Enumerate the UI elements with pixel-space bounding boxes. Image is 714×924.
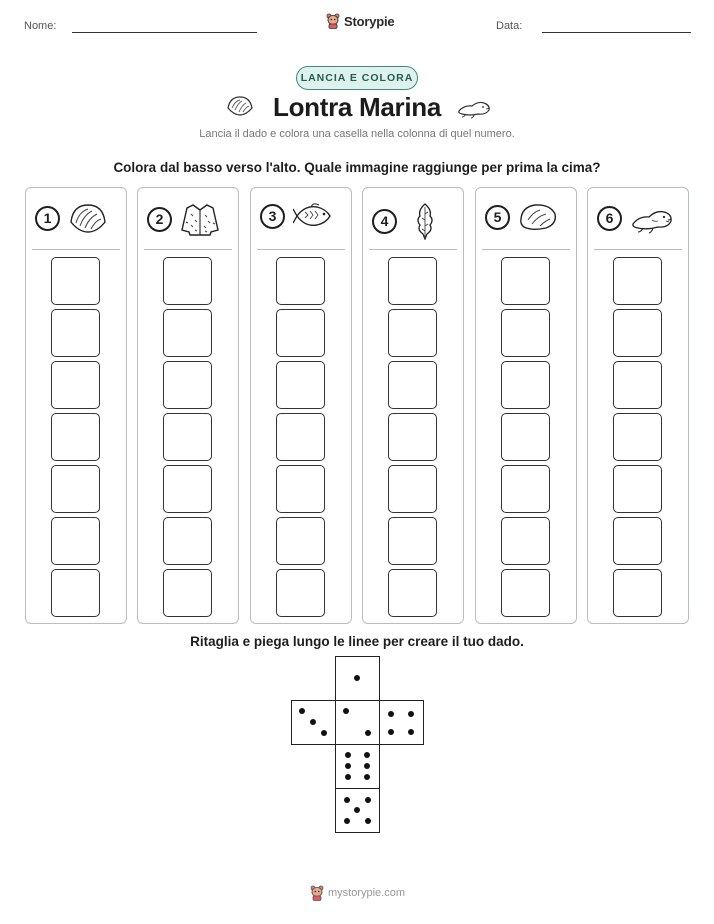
column-divider xyxy=(257,249,345,250)
die-face-2[interactable] xyxy=(335,700,380,745)
name-write-line[interactable] xyxy=(72,32,257,33)
color-cell[interactable] xyxy=(613,465,662,513)
color-cell[interactable] xyxy=(163,309,212,357)
sea-otter-icon xyxy=(456,95,492,119)
color-cell[interactable] xyxy=(501,309,550,357)
color-cell[interactable] xyxy=(276,413,325,461)
color-cell[interactable] xyxy=(51,413,100,461)
kelp-leaf-icon xyxy=(405,202,445,240)
color-cell[interactable] xyxy=(388,309,437,357)
die-face-4[interactable] xyxy=(379,700,424,745)
color-cell[interactable] xyxy=(501,517,550,565)
date-label: Data: xyxy=(496,20,523,32)
activity-badge: LANCIA E COLORA xyxy=(296,66,418,90)
rock-icon xyxy=(518,202,558,232)
color-cell[interactable] xyxy=(51,309,100,357)
color-cell[interactable] xyxy=(613,569,662,617)
color-cell[interactable] xyxy=(613,517,662,565)
column-divider xyxy=(594,249,682,250)
color-cell[interactable] xyxy=(163,517,212,565)
brand-logo xyxy=(326,13,394,29)
color-cell[interactable] xyxy=(613,257,662,305)
column-divider xyxy=(32,249,120,250)
race-column-5 xyxy=(475,187,577,624)
footer-url[interactable]: mystorypie.com xyxy=(328,887,406,899)
column-header xyxy=(597,202,674,234)
otter-mascot-icon xyxy=(310,885,324,901)
race-column-1 xyxy=(25,187,127,624)
die-face-5[interactable] xyxy=(335,788,380,833)
sea-otter-icon xyxy=(630,202,674,234)
die-pip xyxy=(388,729,394,735)
die-pip xyxy=(299,708,305,714)
die-pip xyxy=(365,818,371,824)
color-cell[interactable] xyxy=(501,257,550,305)
die-pip xyxy=(388,711,394,717)
column-number: 6 xyxy=(597,206,622,231)
die-pip xyxy=(310,719,316,725)
race-column-4 xyxy=(362,187,464,624)
color-cell[interactable] xyxy=(276,465,325,513)
color-cell[interactable] xyxy=(276,257,325,305)
die-pip xyxy=(364,774,370,780)
column-divider xyxy=(369,249,457,250)
color-cell[interactable] xyxy=(276,361,325,409)
die-pip xyxy=(345,752,351,758)
die-face-3[interactable] xyxy=(291,700,336,745)
column-header xyxy=(147,202,220,236)
die-pip xyxy=(345,763,351,769)
color-cell[interactable] xyxy=(51,361,100,409)
die-pip xyxy=(364,763,370,769)
otter-mascot-icon xyxy=(326,13,340,29)
die-pip xyxy=(344,818,350,824)
color-cell[interactable] xyxy=(501,361,550,409)
die-pip xyxy=(343,708,349,714)
color-cell[interactable] xyxy=(276,517,325,565)
column-divider xyxy=(144,249,232,250)
color-cell[interactable] xyxy=(163,465,212,513)
color-cell[interactable] xyxy=(613,361,662,409)
clam-shell-icon xyxy=(68,202,108,234)
color-cell[interactable] xyxy=(163,569,212,617)
color-cell[interactable] xyxy=(388,517,437,565)
color-cell[interactable] xyxy=(613,309,662,357)
fish-icon xyxy=(293,202,333,230)
column-number: 1 xyxy=(35,206,60,231)
subtitle: Lancia il dado e colora una casella nella colonna di quel numero. xyxy=(199,128,515,140)
color-cell[interactable] xyxy=(163,413,212,461)
die-pip xyxy=(408,711,414,717)
die-pip xyxy=(365,797,371,803)
column-number: 4 xyxy=(372,209,397,234)
color-cell[interactable] xyxy=(51,257,100,305)
color-cell[interactable] xyxy=(501,413,550,461)
color-cell[interactable] xyxy=(51,465,100,513)
name-label: Nome: xyxy=(24,20,57,32)
page-title: Lontra Marina xyxy=(272,92,441,122)
column-header xyxy=(35,202,108,234)
column-header xyxy=(485,202,558,232)
color-cell[interactable] xyxy=(388,257,437,305)
columns-instruction: Colora dal basso verso l'alto. Quale immagine raggiunge per prima la cima? xyxy=(113,160,601,175)
column-number: 3 xyxy=(260,204,285,229)
die-pip xyxy=(354,807,360,813)
race-column-3 xyxy=(250,187,352,624)
color-cell[interactable] xyxy=(276,309,325,357)
race-column-6 xyxy=(587,187,689,624)
column-divider xyxy=(482,249,570,250)
brand-name: Storypie xyxy=(344,13,395,29)
column-number: 5 xyxy=(485,205,510,230)
race-column-2 xyxy=(137,187,239,624)
die-pip xyxy=(354,675,360,681)
column-header xyxy=(372,202,445,240)
footer xyxy=(310,885,405,901)
color-cell[interactable] xyxy=(388,413,437,461)
color-cell[interactable] xyxy=(276,569,325,617)
color-cell[interactable] xyxy=(163,361,212,409)
die-pip xyxy=(345,774,351,780)
column-number: 2 xyxy=(147,207,172,232)
color-cell[interactable] xyxy=(51,517,100,565)
die-face-6[interactable] xyxy=(335,744,380,789)
die-pip xyxy=(321,730,327,736)
color-cell[interactable] xyxy=(163,257,212,305)
color-cell[interactable] xyxy=(388,569,437,617)
date-write-line[interactable] xyxy=(542,32,691,33)
color-cell[interactable] xyxy=(388,361,437,409)
color-cell[interactable] xyxy=(51,569,100,617)
color-cell[interactable] xyxy=(501,465,550,513)
color-cell[interactable] xyxy=(501,569,550,617)
color-cell[interactable] xyxy=(613,413,662,461)
die-instruction: Ritaglia e piega lungo le linee per creare il tuo dado. xyxy=(190,634,524,649)
die-pip xyxy=(408,729,414,735)
die-face-1[interactable] xyxy=(335,656,380,701)
die-pip xyxy=(364,752,370,758)
color-cell[interactable] xyxy=(388,465,437,513)
column-header xyxy=(260,202,333,230)
die-pip xyxy=(365,730,371,736)
die-pip xyxy=(344,797,350,803)
fur-coat-icon xyxy=(180,202,220,236)
